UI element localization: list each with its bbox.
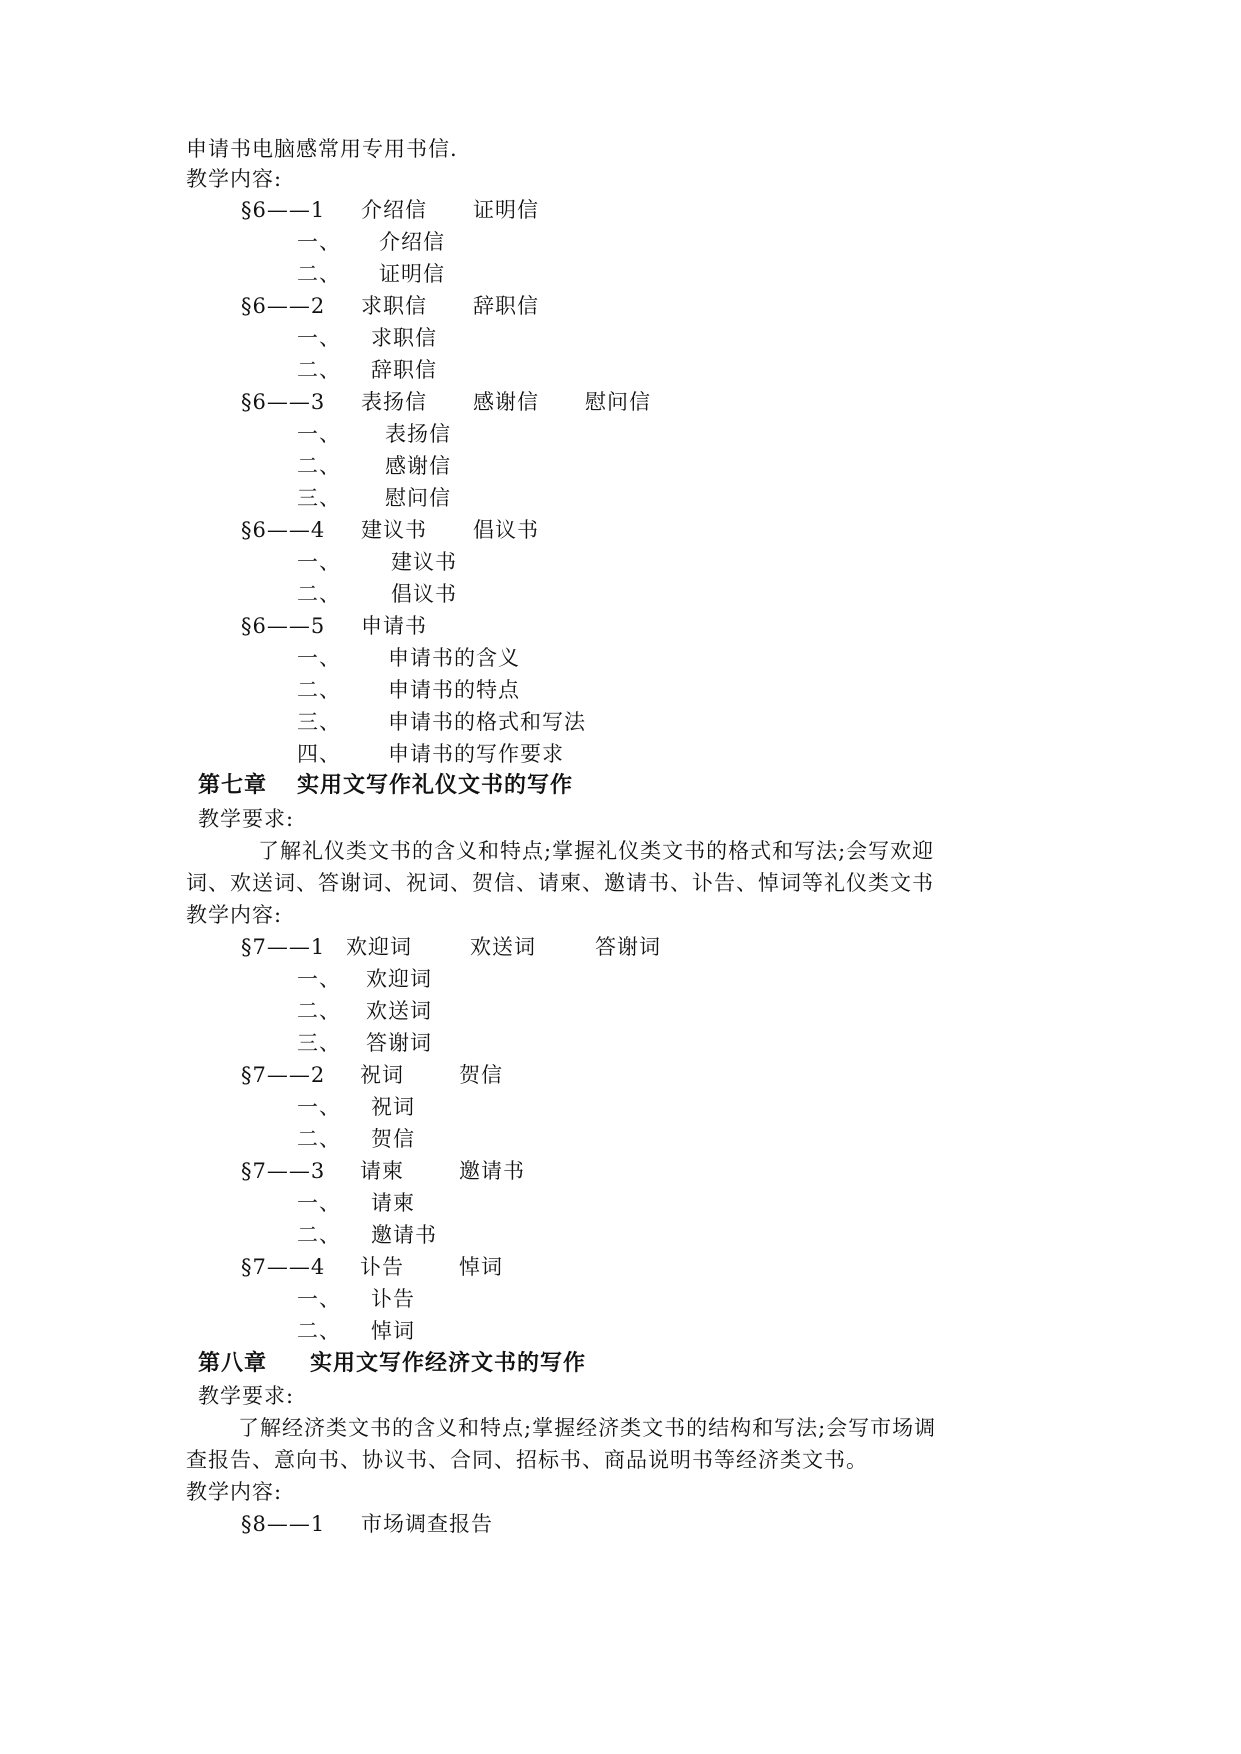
list-item: [297, 484, 897, 512]
section-topic: 求职信: [361, 294, 427, 318]
item-text: 申请书的格式和写法: [388, 710, 586, 734]
item-text: 表扬信: [385, 422, 451, 446]
section-topic: 悼词: [459, 1255, 503, 1279]
item-number: 二、: [297, 454, 341, 478]
item-text: 悼词: [371, 1319, 415, 1343]
item-number: 三、: [297, 486, 341, 510]
section-number: §7——1: [241, 935, 326, 959]
item-text: 申请书的特点: [388, 678, 520, 702]
section-heading: [241, 516, 1141, 544]
teaching-requirements-label: 教学要求:: [198, 807, 295, 831]
list-item: [297, 1189, 897, 1217]
section-heading: [241, 1510, 1141, 1538]
item-number: 一、: [297, 1191, 341, 1215]
teaching-content-label: 教学内容:: [186, 167, 283, 191]
item-text: 申请书的含义: [388, 646, 520, 670]
section-topic: 倡议书: [473, 518, 539, 542]
chapter-number: 第七章: [198, 773, 268, 798]
section-number: §6——5: [241, 614, 326, 638]
section-heading: [241, 388, 1141, 416]
list-item: [297, 1029, 897, 1057]
item-text: 感谢信: [385, 454, 451, 478]
item-number: 一、: [297, 967, 341, 991]
teaching-content-label: 教学内容:: [186, 903, 283, 927]
section-topic: 讣告: [360, 1255, 404, 1279]
section-number: §6——2: [241, 294, 326, 318]
item-text: 证明信: [379, 262, 445, 286]
section-topic: 欢迎词: [346, 935, 412, 959]
section-heading: [241, 1061, 1141, 1089]
item-text: 祝词: [371, 1095, 415, 1119]
item-number: 四、: [297, 742, 341, 766]
list-item: [297, 1093, 897, 1121]
list-item: [297, 1221, 897, 1249]
item-text: 申请书的写作要求: [388, 742, 564, 766]
section-number: §7——3: [241, 1159, 326, 1183]
section-topic: 慰问信: [585, 390, 651, 414]
item-number: 二、: [297, 1223, 341, 1247]
item-number: 一、: [297, 422, 341, 446]
teaching-requirements-label: 教学要求:: [198, 1384, 295, 1408]
chapter-title: 实用文写作经济文书的写作: [310, 1351, 587, 1376]
item-text: 建议书: [391, 550, 457, 574]
item-number: 一、: [297, 646, 341, 670]
section-heading: [241, 1157, 1141, 1185]
list-item: [297, 997, 897, 1025]
item-text: 贺信: [371, 1127, 415, 1151]
list-item: [297, 548, 897, 576]
requirements-text: 了解经济类文书的含义和特点;掌握经济类文书的结构和写法;会写市场调: [238, 1416, 937, 1440]
item-number: 二、: [297, 358, 341, 382]
section-topic: 市场调查报告: [361, 1512, 493, 1536]
requirements-text: 查报告、意向书、协议书、合同、招标书、商品说明书等经济类文书。: [186, 1448, 868, 1472]
section-number: §6——3: [241, 390, 326, 414]
list-item: [297, 356, 897, 384]
list-item: [297, 420, 897, 448]
item-text: 答谢词: [366, 1031, 432, 1055]
objective-continuation: 申请书电脑感常用专用书信.: [186, 137, 458, 161]
list-item: [297, 740, 897, 768]
list-item: [297, 324, 897, 352]
list-item: [297, 1317, 897, 1345]
section-number: §7——4: [241, 1255, 326, 1279]
section-topic: 请柬: [360, 1159, 404, 1183]
chapter-title: 实用文写作礼仪文书的写作: [297, 773, 574, 798]
section-heading: [241, 196, 1141, 224]
section-topic: 欢送词: [470, 935, 536, 959]
list-item: [297, 644, 897, 672]
requirements-text: 词、欢送词、答谢词、祝词、贺信、请柬、邀请书、讣告、悼词等礼仪类文书: [186, 871, 934, 895]
section-topic: 介绍信: [361, 198, 427, 222]
requirements-text: 了解礼仪类文书的含义和特点;掌握礼仪类文书的格式和写法;会写欢迎: [258, 839, 935, 863]
list-item: [297, 1125, 897, 1153]
item-number: 二、: [297, 1127, 341, 1151]
list-item: [297, 708, 897, 736]
section-number: §7——2: [241, 1063, 326, 1087]
section-topic: 贺信: [459, 1063, 503, 1087]
section-heading: [241, 1253, 1141, 1281]
item-number: 一、: [297, 1287, 341, 1311]
item-text: 讣告: [371, 1287, 415, 1311]
section-topic: 辞职信: [473, 294, 539, 318]
item-text: 慰问信: [385, 486, 451, 510]
item-number: 一、: [297, 1095, 341, 1119]
section-topic: 表扬信: [361, 390, 427, 414]
section-topic: 建议书: [361, 518, 427, 542]
list-item: [297, 452, 897, 480]
item-text: 请柬: [371, 1191, 415, 1215]
list-item: [297, 1285, 897, 1313]
section-topic: 证明信: [473, 198, 539, 222]
section-number: §6——1: [241, 198, 326, 222]
item-number: 三、: [297, 1031, 341, 1055]
teaching-content-label: 教学内容:: [186, 1480, 283, 1504]
chapter-heading: [198, 772, 1098, 800]
list-item: [297, 965, 897, 993]
section-number: §6——4: [241, 518, 326, 542]
section-topic: 邀请书: [459, 1159, 525, 1183]
chapter-heading: [198, 1350, 1098, 1378]
section-topic: 感谢信: [473, 390, 539, 414]
item-number: 二、: [297, 262, 341, 286]
item-text: 辞职信: [371, 358, 437, 382]
list-item: [297, 260, 897, 288]
item-number: 二、: [297, 1319, 341, 1343]
section-topic: 申请书: [361, 614, 427, 638]
section-topic: 祝词: [360, 1063, 404, 1087]
item-text: 介绍信: [379, 230, 445, 254]
item-text: 邀请书: [371, 1223, 437, 1247]
item-number: 二、: [297, 999, 341, 1023]
item-text: 欢迎词: [366, 967, 432, 991]
item-number: 二、: [297, 582, 341, 606]
list-item: [297, 580, 897, 608]
section-heading: [241, 292, 1141, 320]
section-topic: 答谢词: [595, 935, 661, 959]
item-text: 欢送词: [366, 999, 432, 1023]
item-number: 一、: [297, 326, 341, 350]
item-text: 求职信: [371, 326, 437, 350]
section-heading: [241, 933, 1141, 961]
item-text: 倡议书: [391, 582, 457, 606]
section-number: §8——1: [241, 1512, 326, 1536]
item-number: 二、: [297, 678, 341, 702]
section-heading: [241, 612, 1141, 640]
item-number: 三、: [297, 710, 341, 734]
item-number: 一、: [297, 230, 341, 254]
list-item: [297, 228, 897, 256]
item-number: 一、: [297, 550, 341, 574]
chapter-number: 第八章: [198, 1351, 268, 1376]
list-item: [297, 676, 897, 704]
